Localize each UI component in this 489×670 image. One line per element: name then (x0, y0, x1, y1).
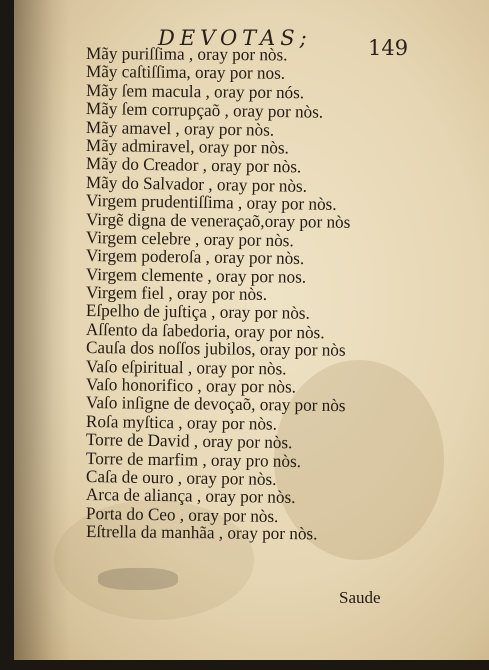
page-number: 149 (368, 36, 409, 60)
litany-line: Vaſo honorifico , oray por nòs. (85, 374, 297, 397)
litany-line: Caſa de ouro , oray por nòs. (85, 465, 277, 489)
litany-line: Cauſa dos noſſos jubilos, oray por nòs (85, 337, 346, 360)
litany-line: Virgem celebre , oray por nòs. (85, 226, 294, 251)
litany-line: Vaſo inſigne de devoçaõ, oray por nòs (85, 392, 346, 416)
litany-list (85, 43, 486, 544)
litany-line: Arca de aliança , oray por nòs. (85, 484, 296, 508)
litany-line: Virgem poderoſa , oray por nòs. (85, 245, 305, 269)
litany-line: Torre de David , oray por nòs. (85, 429, 293, 453)
litany-line: Mãy amavel , oray por nòs. (85, 116, 275, 140)
litany-line: Mãy ſem corrupçaõ , oray por nòs. (85, 98, 324, 122)
litany-line: Virgem clemente , oray por nos. (85, 263, 307, 287)
litany-line: Mãy admiravel, oray por nòs. (85, 134, 290, 158)
litany-line: Porta do Ceo , oray por nòs. (85, 502, 279, 526)
litany-line: Torre de marfim , oray pro nòs. (85, 447, 302, 471)
catchword: Saude (339, 588, 381, 607)
litany-line: Virgem prudentiſſima , oray por nòs. (85, 190, 337, 215)
book-page (14, 0, 489, 660)
litany-line: Mãy puriſſima , oray por nòs. (85, 43, 288, 65)
litany-line: Roſa myſtica , oray por nòs. (85, 410, 278, 434)
litany-line: Eſpelho de juſtiça , oray por nòs. (85, 300, 310, 324)
ink-smudge (98, 568, 178, 590)
litany-line: Mãy do Creador , oray por nòs. (85, 153, 302, 177)
litany-line: Vaſo eſpiritual , oray por nòs. (85, 355, 287, 379)
litany-line: Eſtrella da manhãa , oray por nòs. (85, 521, 318, 544)
litany-line: Virgẽ digna de veneraçaõ,oray por nòs (85, 208, 351, 232)
litany-line: Mãy caſtiſſima, oray por nos. (85, 61, 286, 84)
litany-line: Mãy ſem macula , oray por nós. (85, 79, 305, 103)
running-title: DEVOTAS; (158, 26, 312, 50)
litany-line: Virgem fiel , oray por nòs. (85, 282, 268, 304)
litany-line: Mãy do Salvador , oray por nòs. (85, 171, 308, 196)
litany-line: Aſſento da ſabedoria, oray por nòs. (85, 318, 325, 343)
